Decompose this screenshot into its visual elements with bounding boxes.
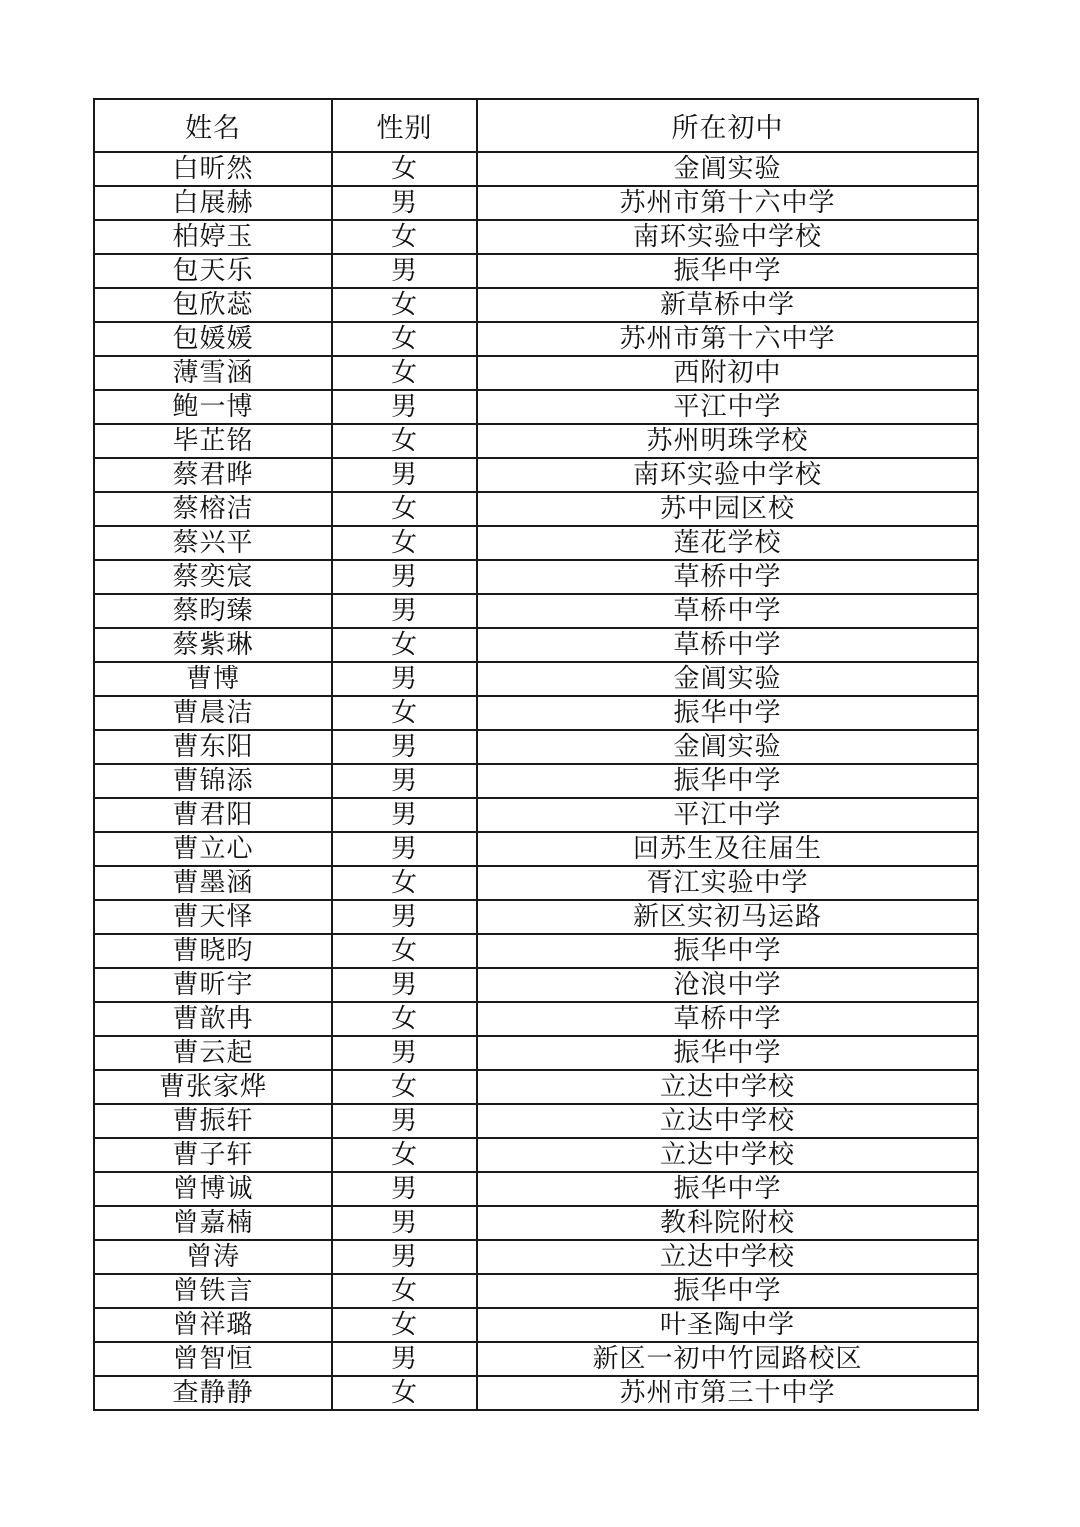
cell-school: 振华中学 — [477, 1274, 978, 1308]
cell-school: 草桥中学 — [477, 560, 978, 594]
cell-school: 振华中学 — [477, 254, 978, 288]
cell-gender: 男 — [332, 1342, 477, 1376]
cell-gender: 女 — [332, 492, 477, 526]
table-row — [94, 424, 978, 458]
cell-name: 曹振轩 — [94, 1104, 332, 1138]
cell-school: 振华中学 — [477, 1172, 978, 1206]
cell-gender: 男 — [332, 730, 477, 764]
cell-name: 曾涛 — [94, 1240, 332, 1274]
header-school: 所在初中 — [477, 99, 978, 152]
table-row — [94, 220, 978, 254]
table-row — [94, 1138, 978, 1172]
cell-school: 新区一初中竹园路校区 — [477, 1342, 978, 1376]
cell-gender: 女 — [332, 696, 477, 730]
cell-gender: 女 — [332, 1002, 477, 1036]
cell-school: 振华中学 — [477, 934, 978, 968]
table-row — [94, 594, 978, 628]
cell-school: 苏州明珠学校 — [477, 424, 978, 458]
cell-name: 曹锦添 — [94, 764, 332, 798]
table-row — [94, 1308, 978, 1342]
cell-school: 西附初中 — [477, 356, 978, 390]
cell-school: 草桥中学 — [477, 594, 978, 628]
cell-name: 查静静 — [94, 1376, 332, 1410]
cell-school: 金阊实验 — [477, 730, 978, 764]
cell-gender: 男 — [332, 798, 477, 832]
cell-gender: 男 — [332, 764, 477, 798]
cell-school: 草桥中学 — [477, 628, 978, 662]
cell-school: 教科院附校 — [477, 1206, 978, 1240]
table-row — [94, 832, 978, 866]
cell-name: 曾智恒 — [94, 1342, 332, 1376]
table-header — [94, 99, 978, 152]
cell-gender: 男 — [332, 1036, 477, 1070]
cell-name: 曹晨洁 — [94, 696, 332, 730]
cell-gender: 女 — [332, 424, 477, 458]
cell-school: 振华中学 — [477, 1036, 978, 1070]
cell-name: 薄雪涵 — [94, 356, 332, 390]
cell-name: 曹昕宇 — [94, 968, 332, 1002]
cell-school: 振华中学 — [477, 764, 978, 798]
cell-school: 苏中园区校 — [477, 492, 978, 526]
table-row — [94, 288, 978, 322]
cell-school: 平江中学 — [477, 390, 978, 424]
cell-name: 蔡昀臻 — [94, 594, 332, 628]
cell-gender: 女 — [332, 1070, 477, 1104]
cell-name: 蔡奕宸 — [94, 560, 332, 594]
table-row — [94, 696, 978, 730]
table-row — [94, 152, 978, 186]
cell-school: 莲花学校 — [477, 526, 978, 560]
cell-gender: 女 — [332, 1138, 477, 1172]
student-roster-table — [93, 98, 979, 1411]
table-row — [94, 560, 978, 594]
cell-name: 蔡兴平 — [94, 526, 332, 560]
cell-school: 沧浪中学 — [477, 968, 978, 1002]
cell-gender: 男 — [332, 1172, 477, 1206]
cell-name: 包天乐 — [94, 254, 332, 288]
cell-gender: 男 — [332, 662, 477, 696]
cell-name: 蔡紫琳 — [94, 628, 332, 662]
cell-name: 包媛媛 — [94, 322, 332, 356]
table-row — [94, 764, 978, 798]
cell-name: 毕芷铭 — [94, 424, 332, 458]
cell-school: 草桥中学 — [477, 1002, 978, 1036]
cell-school: 立达中学校 — [477, 1240, 978, 1274]
cell-name: 包欣蕊 — [94, 288, 332, 322]
cell-gender: 女 — [332, 1376, 477, 1410]
cell-school: 金阊实验 — [477, 152, 978, 186]
cell-gender: 男 — [332, 1206, 477, 1240]
header-gender: 性别 — [332, 99, 477, 152]
table-row — [94, 526, 978, 560]
cell-gender: 男 — [332, 594, 477, 628]
cell-gender: 女 — [332, 322, 477, 356]
cell-gender: 女 — [332, 356, 477, 390]
table-body — [94, 152, 978, 1410]
cell-school: 苏州市第十六中学 — [477, 322, 978, 356]
cell-gender: 男 — [332, 900, 477, 934]
cell-gender: 女 — [332, 934, 477, 968]
cell-name: 蔡君晔 — [94, 458, 332, 492]
table-row — [94, 662, 978, 696]
cell-name: 曹子轩 — [94, 1138, 332, 1172]
cell-name: 曹博 — [94, 662, 332, 696]
cell-gender: 女 — [332, 628, 477, 662]
cell-school: 新区实初马运路 — [477, 900, 978, 934]
cell-name: 曾嘉楠 — [94, 1206, 332, 1240]
cell-gender: 男 — [332, 1104, 477, 1138]
cell-name: 柏婷玉 — [94, 220, 332, 254]
cell-school: 新草桥中学 — [477, 288, 978, 322]
cell-name: 鲍一博 — [94, 390, 332, 424]
cell-gender: 女 — [332, 220, 477, 254]
cell-name: 曹君阳 — [94, 798, 332, 832]
cell-name: 白昕然 — [94, 152, 332, 186]
table-row — [94, 186, 978, 220]
cell-name: 曹歆冉 — [94, 1002, 332, 1036]
cell-gender: 女 — [332, 1274, 477, 1308]
cell-name: 曹张家烨 — [94, 1070, 332, 1104]
table-row — [94, 322, 978, 356]
table-row — [94, 1104, 978, 1138]
table-row — [94, 1206, 978, 1240]
cell-school: 胥江实验中学 — [477, 866, 978, 900]
cell-school: 回苏生及往届生 — [477, 832, 978, 866]
table-row — [94, 1240, 978, 1274]
cell-school: 苏州市第三十中学 — [477, 1376, 978, 1410]
cell-school: 立达中学校 — [477, 1104, 978, 1138]
cell-school: 平江中学 — [477, 798, 978, 832]
table-row — [94, 390, 978, 424]
table-row — [94, 492, 978, 526]
header-name: 姓名 — [94, 99, 332, 152]
table-row — [94, 628, 978, 662]
cell-gender: 男 — [332, 254, 477, 288]
cell-school: 苏州市第十六中学 — [477, 186, 978, 220]
cell-name: 曾祥璐 — [94, 1308, 332, 1342]
cell-name: 曹墨涵 — [94, 866, 332, 900]
cell-name: 曹云起 — [94, 1036, 332, 1070]
cell-name: 白展赫 — [94, 186, 332, 220]
table-row — [94, 798, 978, 832]
header-row — [94, 99, 978, 152]
cell-gender: 男 — [332, 1240, 477, 1274]
table-row — [94, 356, 978, 390]
cell-name: 曹立心 — [94, 832, 332, 866]
cell-gender: 男 — [332, 458, 477, 492]
cell-school: 叶圣陶中学 — [477, 1308, 978, 1342]
table-row — [94, 1274, 978, 1308]
cell-school: 立达中学校 — [477, 1070, 978, 1104]
cell-gender: 女 — [332, 1308, 477, 1342]
table-row — [94, 1036, 978, 1070]
cell-gender: 女 — [332, 866, 477, 900]
cell-school: 立达中学校 — [477, 1138, 978, 1172]
table-row — [94, 900, 978, 934]
cell-gender: 女 — [332, 152, 477, 186]
cell-name: 曾铁言 — [94, 1274, 332, 1308]
cell-name: 曹东阳 — [94, 730, 332, 764]
cell-gender: 男 — [332, 390, 477, 424]
cell-gender: 男 — [332, 560, 477, 594]
table-row — [94, 254, 978, 288]
table-row — [94, 1376, 978, 1410]
cell-gender: 女 — [332, 288, 477, 322]
cell-school: 南环实验中学校 — [477, 220, 978, 254]
table-row — [94, 1172, 978, 1206]
cell-name: 曹天怿 — [94, 900, 332, 934]
cell-gender: 男 — [332, 186, 477, 220]
cell-school: 振华中学 — [477, 696, 978, 730]
cell-school: 南环实验中学校 — [477, 458, 978, 492]
cell-name: 曾博诚 — [94, 1172, 332, 1206]
cell-name: 曹晓昀 — [94, 934, 332, 968]
table-row — [94, 730, 978, 764]
table-row — [94, 1070, 978, 1104]
table-row — [94, 968, 978, 1002]
table-row — [94, 866, 978, 900]
cell-gender: 男 — [332, 968, 477, 1002]
table-row — [94, 934, 978, 968]
table-row — [94, 1342, 978, 1376]
cell-school: 金阊实验 — [477, 662, 978, 696]
table-row — [94, 1002, 978, 1036]
cell-gender: 女 — [332, 526, 477, 560]
table-row — [94, 458, 978, 492]
cell-gender: 男 — [332, 832, 477, 866]
cell-name: 蔡榕洁 — [94, 492, 332, 526]
